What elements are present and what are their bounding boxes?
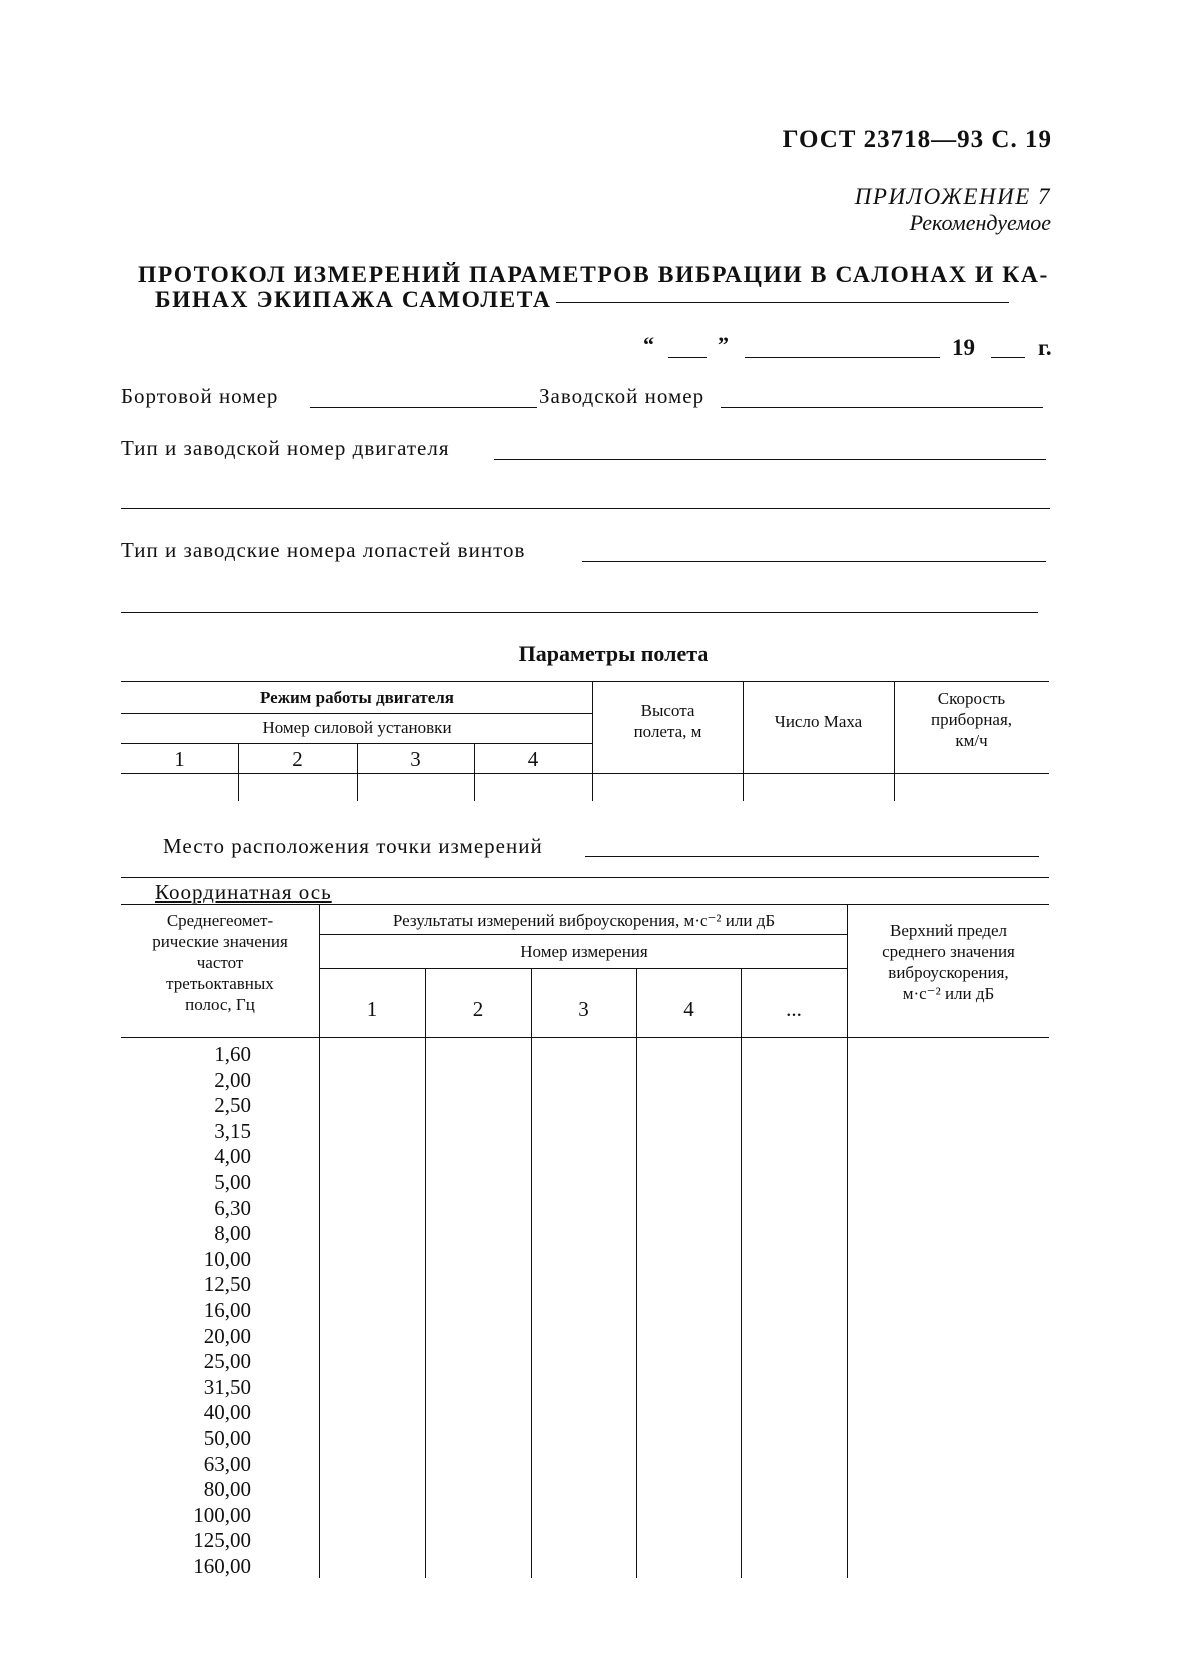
propeller-blades-blank-2[interactable]: [121, 612, 1038, 613]
flight-params-title: Параметры полета: [518, 641, 709, 666]
year-prefix: 19: [952, 335, 975, 360]
coordinate-axis-label: Координатная ось: [155, 880, 332, 904]
engine-mode-header: Режим работы двигателя: [259, 688, 455, 707]
aircraft-name-blank[interactable]: [556, 302, 1009, 303]
speed-header: Скорость приборная, км/ч: [930, 689, 1013, 750]
year-suffix: г.: [1038, 335, 1052, 360]
frequency-value: 50,00: [203, 1425, 251, 1450]
page-number: ГОСТ 23718—93 С. 19: [782, 126, 1052, 153]
altitude-header: Высота полета, м: [633, 701, 702, 741]
frequency-value: 2,50: [214, 1093, 251, 1118]
engine-type-label: Тип и заводской номер двигателя: [121, 436, 450, 460]
frequency-value: 25,00: [203, 1349, 251, 1374]
frequency-header: Среднегеомет- рические значения частот третьоктавных полос, Гц: [152, 911, 288, 1014]
unit-number-2: 2: [292, 747, 303, 771]
frequency-value: 12,50: [203, 1272, 251, 1297]
board-number-label: Бортовой номер: [121, 384, 279, 408]
day-blank[interactable]: [668, 357, 707, 358]
frequency-value: 40,00: [203, 1400, 251, 1425]
results-header: Результаты измерений виброускорения, м·с⁻² или дБ: [392, 911, 776, 930]
frequency-value: 6,30: [214, 1195, 251, 1220]
measurement-col-more: ...: [786, 997, 802, 1021]
propeller-blades-label: Тип и заводские номера лопастей винтов: [121, 538, 526, 562]
frequency-value: 2,00: [214, 1067, 251, 1092]
document-title-line1: ПРОТОКОЛ ИЗМЕРЕНИЙ ПАРАМЕТРОВ ВИБРАЦИИ В САЛОНАХ И КА-: [138, 262, 1049, 288]
frequency-value: 10,00: [203, 1246, 251, 1271]
board-number-blank[interactable]: [310, 407, 537, 408]
appendix-status: Рекомендуемое: [909, 210, 1051, 235]
frequency-value: 125,00: [193, 1528, 251, 1553]
appendix-title: ПРИЛОЖЕНИЕ 7: [854, 184, 1051, 209]
frequency-value: 1,60: [214, 1042, 251, 1066]
measurement-location-blank[interactable]: [585, 856, 1039, 857]
mach-header: Число Маха: [774, 712, 863, 731]
measurement-col-2: 2: [472, 997, 484, 1021]
engine-type-blank[interactable]: [494, 459, 1046, 460]
measurement-number-header: Номер измерения: [520, 942, 648, 961]
coordinate-axis-top-rule: [121, 877, 1049, 878]
frequency-value: 8,00: [214, 1221, 251, 1246]
month-blank[interactable]: [745, 357, 940, 358]
measurement-col-1: 1: [366, 997, 378, 1021]
unit-number-3: 3: [410, 747, 421, 771]
frequency-value: 31,50: [203, 1374, 251, 1399]
document-title-line2: БИНАХ ЭКИПАЖА САМОЛЕТА: [155, 287, 552, 313]
measurement-col-3: 3: [578, 997, 589, 1021]
factory-number-blank[interactable]: [721, 407, 1043, 408]
frequency-value: 4,00: [214, 1144, 251, 1169]
frequency-value: 3,15: [214, 1118, 251, 1143]
frequency-value: 160,00: [193, 1553, 251, 1578]
frequency-value: 100,00: [193, 1502, 251, 1527]
frequency-value: 20,00: [203, 1323, 251, 1348]
unit-number-4: 4: [527, 747, 539, 771]
measurement-location-label: Место расположения точки измерений: [163, 834, 543, 858]
frequency-value: 5,00: [214, 1169, 251, 1194]
frequency-value: 63,00: [203, 1451, 251, 1476]
frequency-value: 80,00: [203, 1477, 251, 1502]
factory-number-label: Заводской номер: [539, 384, 705, 408]
measurement-col-4: 4: [683, 997, 694, 1021]
power-unit-number-header: Номер силовой установки: [262, 718, 452, 737]
engine-type-blank-2[interactable]: [121, 508, 1050, 509]
date-open-quote: “: [643, 332, 654, 357]
date-close-quote: ”: [718, 332, 729, 357]
frequency-value: 16,00: [203, 1297, 251, 1322]
frequency-list: [121, 1042, 319, 1579]
upper-limit-header: Верхний предел среднего значения виброускорения, м·с⁻² или дБ: [882, 921, 1015, 1003]
propeller-blades-blank[interactable]: [582, 561, 1046, 562]
year-blank[interactable]: [991, 357, 1025, 358]
unit-number-1: 1: [174, 747, 185, 771]
